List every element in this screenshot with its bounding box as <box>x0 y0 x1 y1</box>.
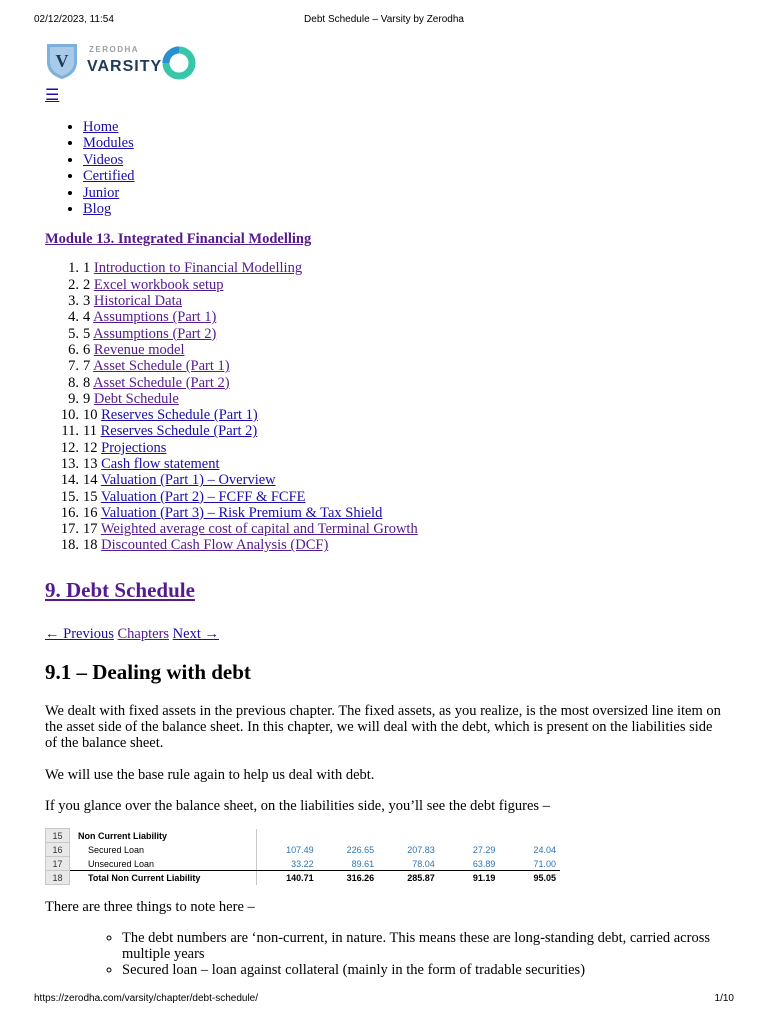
logo-brand-small: ZERODHA <box>89 45 140 54</box>
chapter-item <box>68 390 725 407</box>
chapter-link[interactable]: Reserves Schedule (Part 2) <box>100 423 258 440</box>
chapter-number: 9. <box>68 390 79 407</box>
chapter-item <box>68 309 725 326</box>
chapter-pager <box>45 626 725 643</box>
chapter-item <box>68 341 725 358</box>
chapter-number: 15. <box>60 488 79 505</box>
chapter-link[interactable]: Valuation (Part 1) – Overview <box>100 472 276 489</box>
sheet-cell <box>378 829 439 843</box>
note-item: ◦ Secured loan – loan against collateral (mainly in the form of tradable securities) <box>122 962 725 978</box>
notes-list <box>45 930 725 979</box>
chapter-link[interactable]: Asset Schedule (Part 1) <box>93 358 230 375</box>
sheet-row-label: Unsecured Loan <box>88 858 155 869</box>
chapters-link[interactable]: Chapters <box>117 625 170 642</box>
nav-link-blog[interactable]: Blog <box>83 201 112 218</box>
sheet-cell: 91.19 <box>472 873 496 884</box>
chapter-number: 11. <box>61 423 79 440</box>
chapter-number: 13. <box>60 456 79 472</box>
paragraph: There are three things to note here – <box>45 899 255 916</box>
chapter-number: 1. <box>68 260 79 277</box>
chapter-item <box>60 456 725 472</box>
sheet-row-number: 16 <box>46 843 70 857</box>
chapter-item <box>60 537 725 554</box>
chapter-number: 12. <box>60 439 79 456</box>
logo-wordmark <box>87 42 199 82</box>
module-title[interactable]: Module 13. Integrated Financial Modelling <box>45 231 312 248</box>
chapter-index: 8 <box>83 374 91 391</box>
chapter-number: 17. <box>60 521 79 538</box>
site-logo[interactable] <box>45 42 725 82</box>
chapter-item <box>61 423 725 440</box>
print-page-number: 1/10 <box>714 993 734 1004</box>
chapter-index: 3 <box>83 293 91 310</box>
chapter-item <box>68 276 725 293</box>
nav-link-modules[interactable]: Modules <box>83 135 134 152</box>
page-content <box>45 42 725 978</box>
note-item: ◦ The debt numbers are ‘non-current, in nature. This means these are long-standing debt, carried across multiple years <box>122 930 725 963</box>
next-link[interactable]: Next → <box>172 625 219 642</box>
chapter-item <box>60 439 725 456</box>
sheet-row-label: Total Non Current Liability <box>88 873 201 884</box>
nav-link-home[interactable]: Home <box>83 119 119 135</box>
chapter-link[interactable]: Valuation (Part 2) – FCFF & FCFE <box>100 488 306 505</box>
sheet-row-label: Secured Loan <box>88 844 145 855</box>
nav-item <box>83 168 725 184</box>
chapter-index: 12 <box>83 439 98 456</box>
chapter-link[interactable]: Debt Schedule <box>93 390 179 407</box>
chapter-link[interactable]: Assumptions (Part 1) <box>93 309 217 326</box>
sheet-cell: 226.65 <box>346 844 375 855</box>
nav-item <box>83 152 725 168</box>
chapter-index: 2 <box>83 276 91 293</box>
chapter-number: 14. <box>60 472 79 489</box>
menu-toggle-icon[interactable]: ☰ <box>45 87 60 104</box>
nav-item <box>83 119 725 135</box>
chapter-index: 6 <box>83 341 91 358</box>
paragraph: We dealt with fixed assets in the previous chapter. The fixed assets, as you realize, is the most oversized line item on the asset side of the balance sheet. In this chapter, we will deal with the debt, which is present on the liabilities side of the balance sheet. <box>45 702 721 752</box>
paragraph: We will use the base rule again to help us deal with debt. <box>45 766 375 783</box>
chapter-link[interactable]: Asset Schedule (Part 2) <box>93 374 230 391</box>
section-heading: 9.1 – Dealing with debt <box>45 659 251 684</box>
previous-link[interactable]: ← Previous <box>45 625 114 642</box>
chapter-number: 6. <box>68 341 79 358</box>
chapter-link[interactable]: Projections <box>101 439 167 456</box>
chapter-link[interactable]: Reserves Schedule (Part 1) <box>101 407 258 424</box>
print-page-title: Debt Schedule – Varsity by Zerodha <box>304 14 464 25</box>
chapter-index: 18 <box>83 537 98 554</box>
chapter-index: 13 <box>83 456 98 472</box>
sheet-row <box>46 829 561 843</box>
sheet-cell: 63.89 <box>439 857 500 871</box>
chapter-number: 7. <box>68 358 79 375</box>
sheet-cell: 316.26 <box>346 873 375 884</box>
sheet-row <box>46 857 561 871</box>
sheet-row-number: 15 <box>46 829 70 843</box>
sheet-cell: 71.00 <box>499 857 560 871</box>
chapter-number: 5. <box>68 325 79 342</box>
chapter-number: 3. <box>68 293 79 310</box>
nav-link-certified[interactable]: Certified <box>83 168 135 185</box>
sheet-cell <box>318 829 379 843</box>
chapter-number: 16. <box>60 504 79 521</box>
chapter-link[interactable]: Valuation (Part 3) – Risk Premium & Tax Shield <box>100 504 383 521</box>
sheet-cell: 33.22 <box>257 857 318 871</box>
sheet-row <box>46 843 561 857</box>
chapter-number: 18. <box>60 537 79 554</box>
sheet-row-number: 18 <box>46 871 70 885</box>
sheet-cell: 285.87 <box>407 873 435 884</box>
sheet-cell: 78.04 <box>378 857 439 871</box>
chapter-heading[interactable]: 9. Debt Schedule <box>45 577 195 602</box>
sheet-row-label: Non Current Liability <box>78 830 168 841</box>
sheet-cell: 89.61 <box>318 857 379 871</box>
chapter-number: 2. <box>68 276 79 293</box>
chapter-index: 16 <box>83 504 98 521</box>
chapter-index: 9 <box>83 390 91 407</box>
chapter-link[interactable]: Revenue model <box>93 341 185 358</box>
balance-sheet-excerpt <box>45 828 560 885</box>
sheet-cell: 140.71 <box>286 873 314 884</box>
print-timestamp: 02/12/2023, 11:54 <box>34 14 114 25</box>
chapter-item <box>68 293 725 310</box>
chapter-index: 15 <box>83 488 98 505</box>
paragraph: If you glance over the balance sheet, on the liabilities side, you’ll see the debt figures – <box>45 797 550 814</box>
sheet-cell <box>499 829 560 843</box>
nav-link-videos[interactable]: Videos <box>83 151 124 168</box>
nav-item <box>83 135 725 151</box>
main-nav <box>45 119 725 217</box>
nav-link-junior[interactable]: Junior <box>83 184 120 201</box>
chapter-link[interactable]: Weighted average cost of capital and Terminal Growth <box>100 521 418 538</box>
nav-item <box>83 185 725 201</box>
chapter-index: 17 <box>83 521 98 538</box>
chapter-item <box>60 521 725 538</box>
chapter-item <box>68 325 725 342</box>
chapter-index: 14 <box>83 472 98 489</box>
sheet-cell: 107.49 <box>286 844 314 855</box>
chapter-list <box>45 260 725 553</box>
chapter-number: 10. <box>60 407 79 424</box>
chapter-item <box>60 488 725 505</box>
varsity-shield-icon <box>45 42 79 80</box>
chapter-item <box>60 472 725 489</box>
print-url: https://zerodha.com/varsity/chapter/debt-schedule/ <box>34 993 259 1004</box>
chapter-item <box>68 374 725 391</box>
chapter-number: 4. <box>68 309 79 326</box>
shield-letter: V <box>55 51 69 71</box>
nav-item <box>83 201 725 217</box>
chapter-link[interactable]: Introduction to Financial Modelling <box>93 260 303 277</box>
chapter-number: 8. <box>68 374 79 391</box>
chapter-link[interactable]: Excel workbook setup <box>93 276 224 293</box>
chapter-link[interactable]: Discounted Cash Flow Analysis (DCF) <box>101 537 329 554</box>
chapter-item <box>68 260 725 277</box>
sheet-cell <box>439 829 500 843</box>
chapter-index: 7 <box>83 358 91 375</box>
chapter-index: 5 <box>83 325 91 342</box>
chapter-link[interactable]: Assumptions (Part 2) <box>93 325 217 342</box>
sheet-cell: 95.05 <box>533 873 556 884</box>
sheet-row-number: 17 <box>46 857 70 871</box>
sheet-cell: 24.04 <box>533 844 556 855</box>
chapter-item <box>60 504 725 521</box>
chapter-link[interactable]: Historical Data <box>93 293 183 310</box>
chapter-index: 10 <box>83 407 98 424</box>
chapter-index: 4 <box>83 309 91 326</box>
chapter-index: 11 <box>83 423 97 440</box>
chapter-item <box>60 407 725 424</box>
chapter-index: 1 <box>83 260 91 277</box>
sheet-cell: 27.29 <box>472 844 496 855</box>
logo-brand: VARSITY <box>87 58 163 75</box>
sheet-cell: 207.83 <box>407 844 435 855</box>
varsity-ring-icon <box>161 45 197 81</box>
sheet-row <box>46 871 561 885</box>
chapter-link[interactable]: Cash flow statement <box>101 456 220 472</box>
chapter-item <box>68 358 725 375</box>
sheet-cell <box>257 829 318 843</box>
